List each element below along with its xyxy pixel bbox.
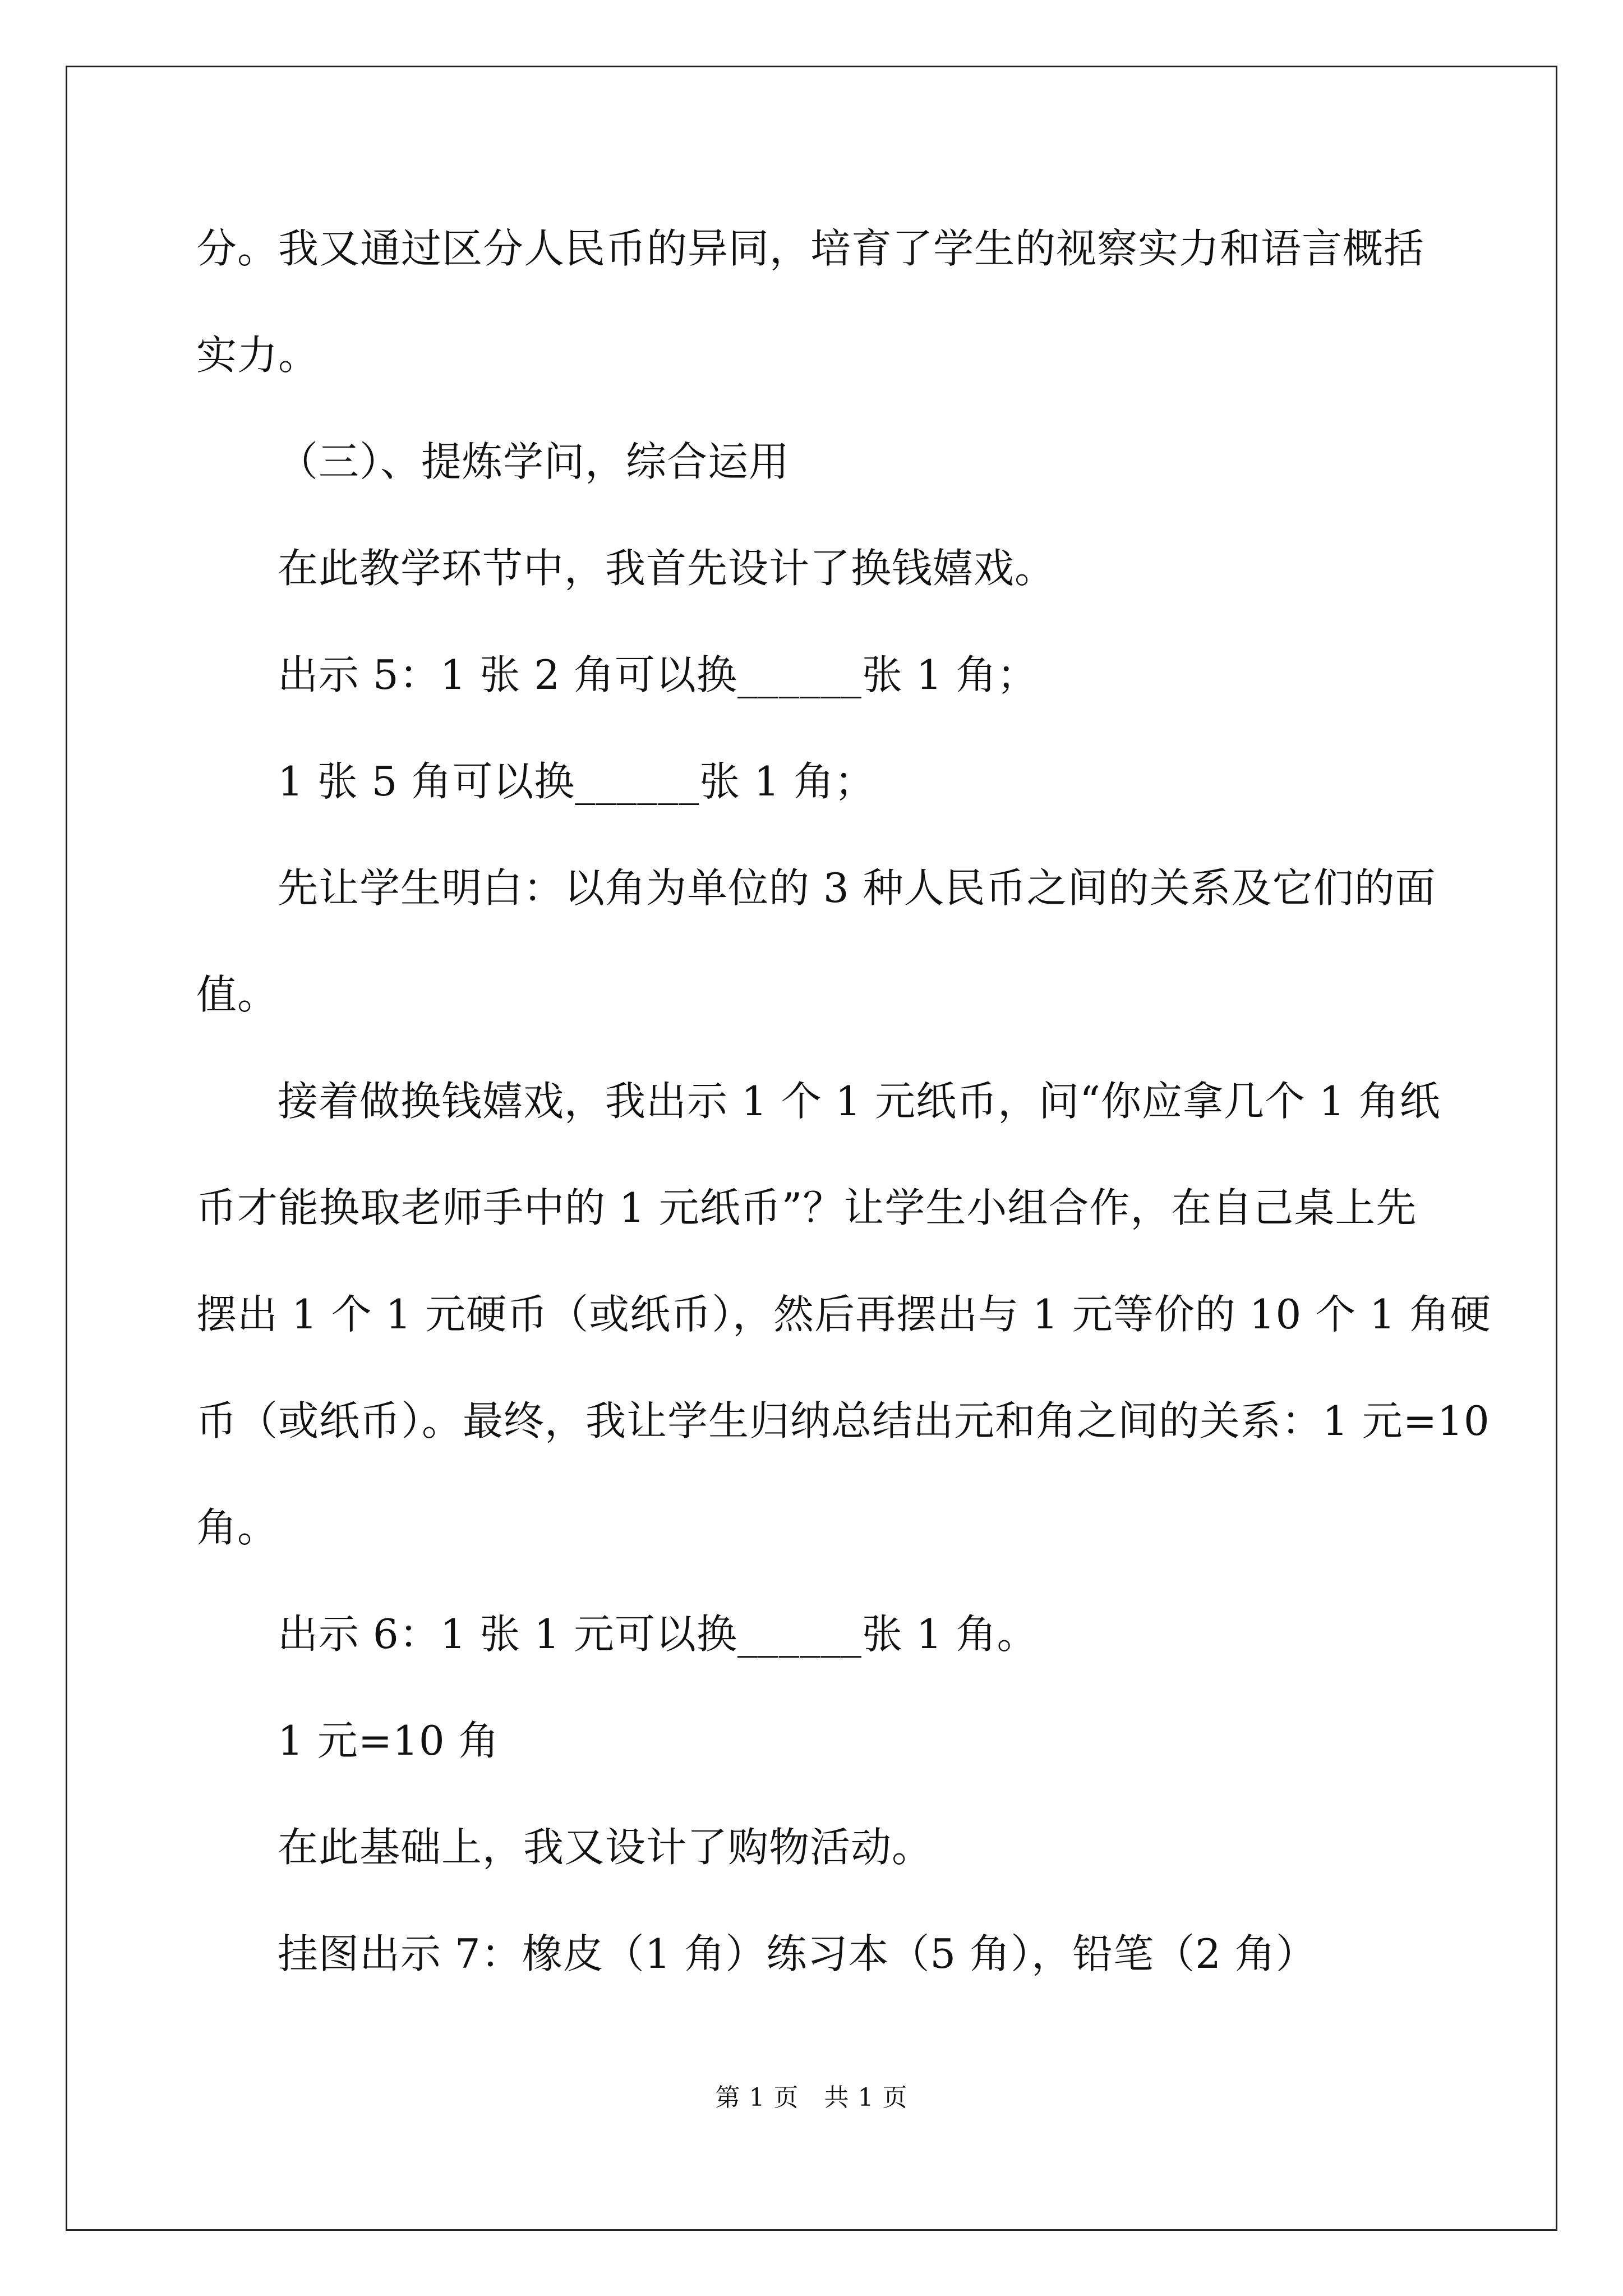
- paragraph-line: 1 张 5 角可以换______张 1 角；: [278, 758, 875, 805]
- paragraph-line: 值。: [196, 971, 279, 1018]
- paragraph-line: 摆出 1 个 1 元硬币（或纸币），然后再摆出与 1 元等价的 10 个 1 角硬: [196, 1291, 1491, 1338]
- paragraph-line: 在此基础上，我又设计了购物活动。: [278, 1824, 933, 1871]
- paragraph-line: 挂图出示 7：橡皮（1 角）练习本（5 角），铅笔（2 角）: [278, 1930, 1317, 1977]
- page-footer: 第 1 页 共 1 页: [715, 2083, 908, 2112]
- paragraph-line: 先让学生明白：以角为单位的 3 种人民币之间的关系及它们的面: [278, 864, 1436, 912]
- paragraph-line: 出示 6：1 张 1 元可以换______张 1 角。: [278, 1611, 1038, 1658]
- paragraph-line: 接着做换钱嬉戏，我出示 1 个 1 元纸币，问“你应拿几个 1 角纸: [278, 1078, 1441, 1125]
- page-border: [66, 66, 1557, 2231]
- paragraph-line: 分。我又通过区分人民币的异同，培育了学生的视察实力和语言概括: [196, 225, 1425, 272]
- paragraph-line: 角。: [196, 1504, 279, 1551]
- paragraph-line: 1 元=10 角: [278, 1717, 500, 1764]
- paragraph-line: 在此教学环节中，我首先设计了换钱嬉戏。: [278, 545, 1056, 592]
- paragraph-line: 实力。: [196, 332, 320, 379]
- paragraph-line: 币（或纸币）。最终，我让学生归纳总结出元和角之间的关系：1 元=10: [196, 1397, 1490, 1444]
- section-heading: （三）、提炼学问，综合运用: [278, 438, 790, 485]
- paragraph-line: 币才能换取老师手中的 1 元纸币”？让学生小组合作，在自己桌上先: [196, 1184, 1417, 1231]
- paragraph-line: 出示 5：1 张 2 角可以换______张 1 角；: [278, 651, 1038, 698]
